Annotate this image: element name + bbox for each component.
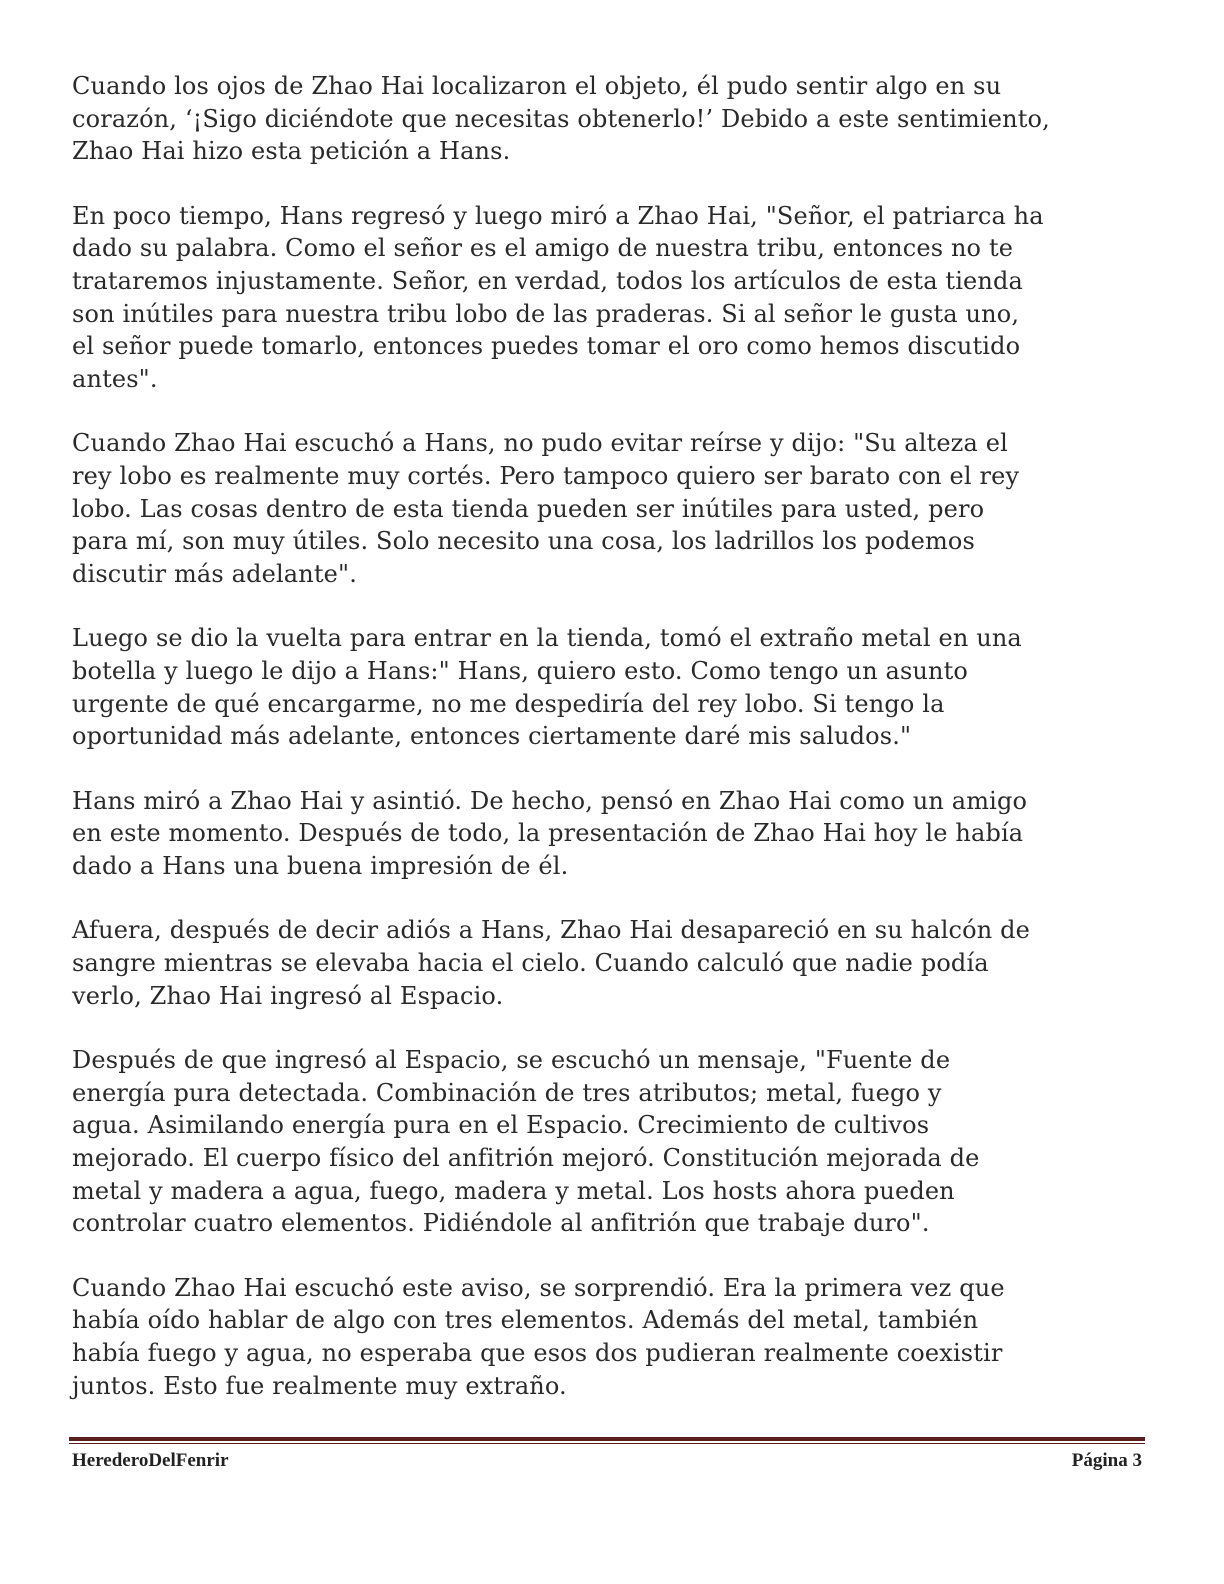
footer-author: HerederoDelFenrir [72, 1450, 229, 1471]
paragraph-2: En poco tiempo, Hans regresó y luego miró a Zhao Hai, "Señor, el patriarca ha dado su palabra. Como el señor es el amigo de nuestra tribu, entonces no te trataremos injustamente. Señor, en verdad, todos los artículos de esta tienda son inútiles para nuestra tribu lobo de las praderas. Si al señor le gusta uno, el señor puede tomarlo, entonces puedes tomar el oro como hemos discutido antes". [72, 201, 1044, 393]
paragraph-4: Luego se dio la vuelta para entrar en la tienda, tomó el extraño metal en una botella y luego le dijo a Hans:" Hans, quiero esto. Como tengo un asunto urgente de qué encargarme, no me despediría del rey lobo. Si tengo la oportunidad más adelante, entonces ciertamente daré mis saludos." [72, 624, 1022, 751]
paragraph-8: Cuando Zhao Hai escuchó este aviso, se sorprendió. Era la primera vez que había oído hablar de algo con tres elementos. Además del metal, también había fuego y agua, no esperaba que esos dos pudieran realmente coexistir juntos. Esto fue realmente muy extraño. [72, 1273, 1005, 1400]
page-body [72, 70, 1152, 1434]
paragraph-5: Hans miró a Zhao Hai y asintió. De hecho, pensó en Zhao Hai como un amigo en este momento. Después de todo, la presentación de Zhao Hai hoy le había dado a Hans una buena impresión de él. [72, 786, 1028, 880]
footer-divider [69, 1437, 1145, 1444]
footer-page-number: Página 3 [1071, 1450, 1142, 1471]
paragraph-6: Afuera, después de decir adiós a Hans, Zhao Hai desapareció en su halcón de sangre mientras se elevaba hacia el cielo. Cuando calculó que nadie podía verlo, Zhao Hai ingresó al Espacio. [72, 916, 1030, 1010]
paragraph-7: Después de que ingresó al Espacio, se escuchó un mensaje, "Fuente de energía pura detectada. Combinación de tres atributos; metal, fuego y agua. Asimilando energía pura en el Espacio. Crecimiento de cultivos mejorado. El cuerpo físico del anfitrión mejoró. Constitución mejorada de metal y madera a agua, fuego, madera y metal. Los hosts ahora pueden controlar cuatro elementos. Pidiéndole al anfitrión que trabaje duro". [72, 1046, 980, 1238]
paragraph-1: Cuando los ojos de Zhao Hai localizaron el objeto, él pudo sentir algo en su corazón, ‘¡Sigo diciéndote que necesitas obtenerlo!’ Debido a este sentimiento, Zhao Hai hizo esta petición a Hans. [72, 72, 1050, 166]
paragraph-3: Cuando Zhao Hai escuchó a Hans, no pudo evitar reírse y dijo: "Su alteza el rey lobo es realmente muy cortés. Pero tampoco quiero ser barato con el rey lobo. Las cosas dentro de esta tienda pueden ser inútiles para usted, pero para mí, son muy útiles. Solo necesito una cosa, los ladrillos los podemos discutir más adelante". [72, 429, 1020, 588]
